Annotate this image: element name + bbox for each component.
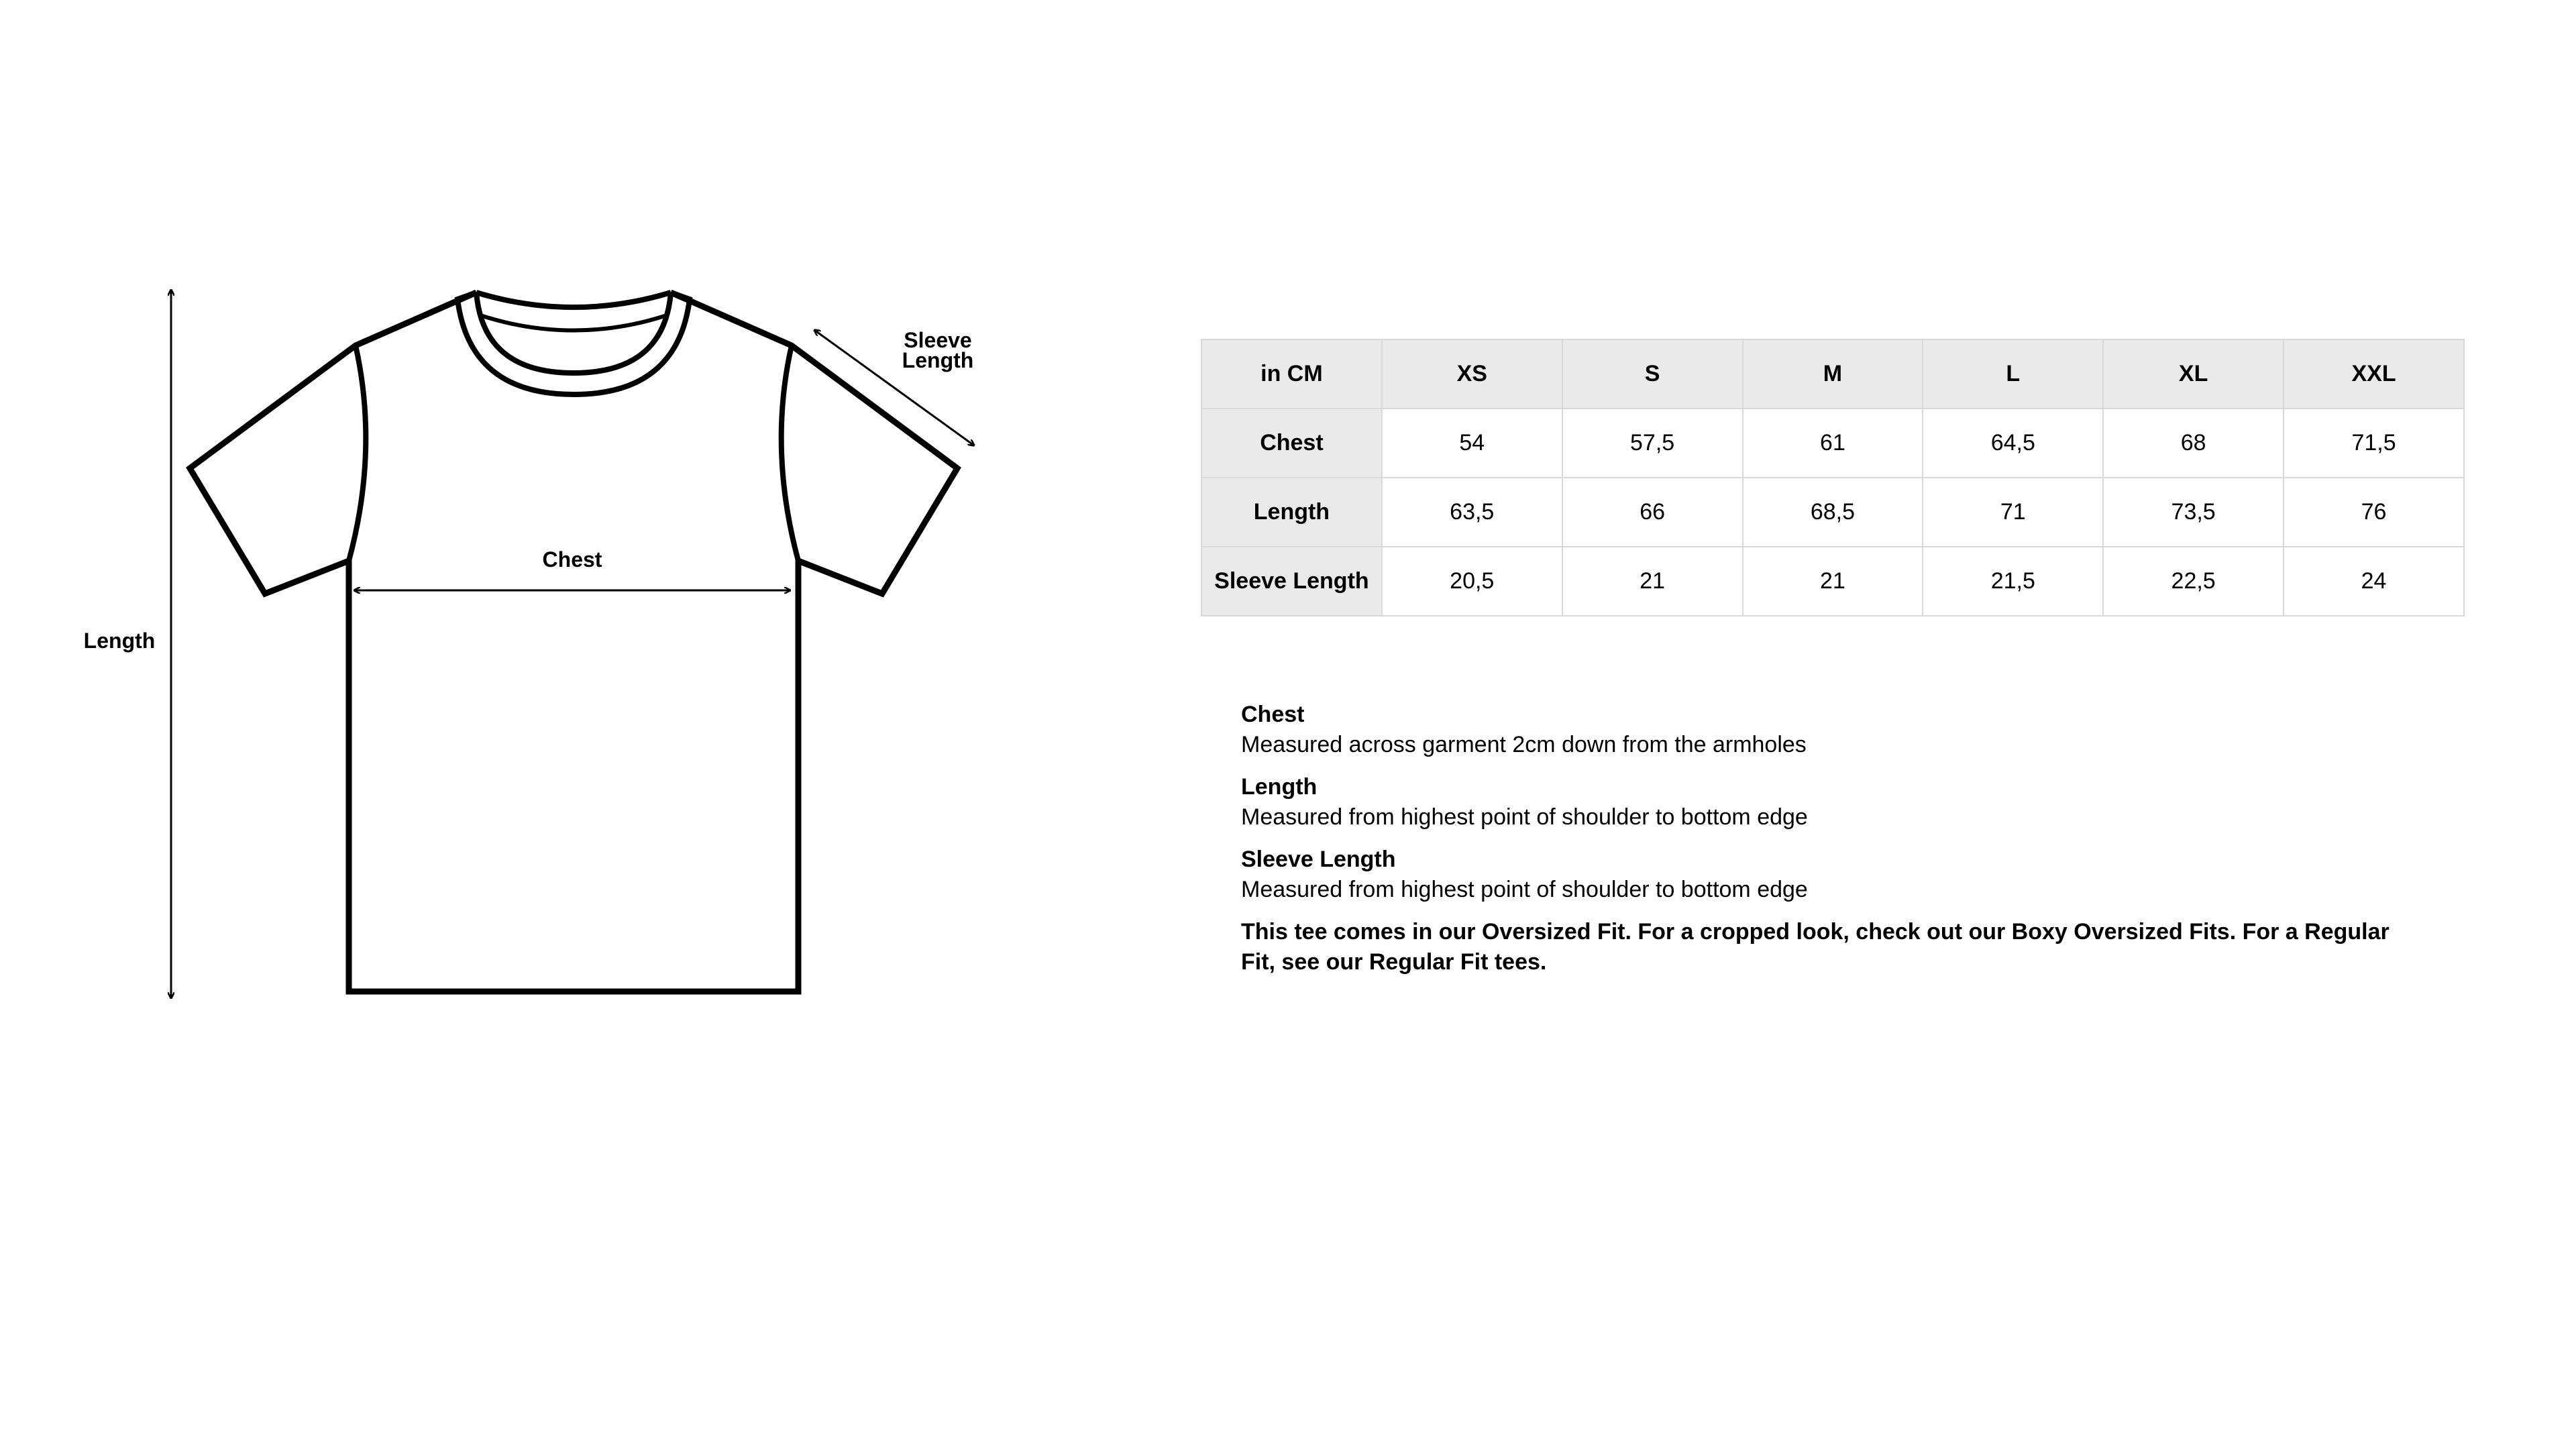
size-header-s: S	[1562, 339, 1743, 409]
tshirt-diagram	[0, 0, 1140, 1449]
left-armhole-seam	[349, 345, 366, 561]
table-row-sleeve-length	[1201, 547, 2464, 616]
table-cell: 64,5	[1923, 409, 2103, 478]
table-cell: 66	[1562, 478, 1743, 547]
table-cell: 21	[1743, 547, 1923, 616]
size-header-row	[1201, 339, 2464, 409]
table-cell: 21,5	[1923, 547, 2103, 616]
size-header-xl: XL	[2103, 339, 2284, 409]
table-cell: 20,5	[1382, 547, 1562, 616]
size-header-l: L	[1923, 339, 2103, 409]
fit-note: This tee comes in our Oversized Fit. For a cropped look, check out our Boxy Oversized Fits. For a Regular Fit, see our Regular Fit tees.	[1241, 919, 2390, 975]
chest-label: Chest	[542, 547, 602, 572]
table-cell: 71,5	[2284, 409, 2464, 478]
table-cell: 57,5	[1562, 409, 1743, 478]
table-cell: 61	[1743, 409, 1923, 478]
table-row-length	[1201, 478, 2464, 547]
table-cell: 24	[2284, 547, 2464, 616]
row-label-chest: Chest	[1201, 409, 1382, 478]
size-header-xs: XS	[1382, 339, 1562, 409]
row-label-length: Length	[1201, 478, 1382, 547]
row-label-sleeve-length: Sleeve Length	[1201, 547, 1382, 616]
size-header-xxl: XXL	[2284, 339, 2464, 409]
sleeve-label-line2: Length	[902, 348, 974, 372]
size-header-m: M	[1743, 339, 1923, 409]
collar-seam	[480, 315, 667, 331]
note-description: Measured from highest point of shoulder to bottom edge	[1241, 877, 1808, 902]
table-cell: 63,5	[1382, 478, 1562, 547]
sleeve-label-line1: Sleeve	[904, 328, 972, 352]
note-sleeve-length	[1241, 845, 2415, 905]
tshirt-outline	[190, 292, 957, 991]
table-cell: 76	[2284, 478, 2464, 547]
note-title: Sleeve Length	[1241, 847, 1396, 872]
table-row-chest	[1201, 409, 2464, 478]
table-cell: 22,5	[2103, 547, 2284, 616]
right-armhole-seam	[782, 345, 798, 561]
measurement-notes	[1241, 700, 2415, 977]
note-title: Length	[1241, 774, 1318, 800]
note-length	[1241, 772, 2415, 833]
length-label: Length	[83, 629, 156, 653]
note-title: Chest	[1241, 702, 1305, 727]
table-cell: 54	[1382, 409, 1562, 478]
note-description: Measured across garment 2cm down from the armholes	[1241, 732, 1807, 757]
table-cell: 68	[2103, 409, 2284, 478]
size-chart-table	[1201, 339, 2465, 616]
unit-header: in CM	[1201, 339, 1382, 409]
note-chest	[1241, 700, 2415, 760]
table-cell: 68,5	[1743, 478, 1923, 547]
table-cell: 73,5	[2103, 478, 2284, 547]
collar-top	[476, 292, 671, 307]
table-cell: 71	[1923, 478, 2103, 547]
note-description: Measured from highest point of shoulder to bottom edge	[1241, 804, 1808, 830]
table-cell: 21	[1562, 547, 1743, 616]
